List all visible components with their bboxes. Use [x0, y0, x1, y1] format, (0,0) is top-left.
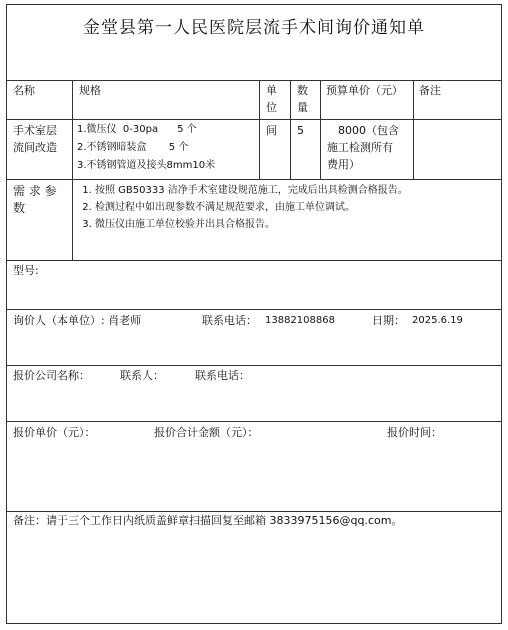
header-qty-2: 量	[297, 101, 308, 114]
row-name-1: 手术室层	[13, 124, 57, 137]
quote-total-label: 报价合计金额（元）：	[154, 426, 259, 439]
row-price-3: 费用）	[327, 158, 360, 171]
divider	[72, 179, 73, 260]
divider	[320, 80, 321, 179]
requirement-item: 3. 微压仪由施工单位校验并出具合格报告。	[95, 216, 497, 233]
row-unit: 间	[266, 124, 277, 137]
requirement-item: 2. 检测过程中如出现参数不满足规范要求，由施工单位调试。	[95, 199, 497, 216]
quote-unit-price-label: 报价单价（元）：	[13, 426, 96, 439]
header-unit-1: 单	[266, 84, 277, 97]
row-price-2: 施工检测所有	[327, 141, 393, 154]
requirements-list	[77, 182, 497, 233]
header-spec: 规格	[79, 84, 101, 97]
divider	[7, 309, 501, 310]
row-spec-1: 1.微压仪 0-30pa 5 个	[77, 124, 197, 135]
divider	[259, 80, 260, 179]
divider	[7, 80, 501, 81]
header-unit-2: 位	[266, 101, 277, 114]
inquirer-phone: 13882108868	[265, 315, 335, 326]
model-label: 型号:	[13, 264, 39, 277]
divider	[7, 365, 501, 366]
inquirer-phone-label: 联系电话：	[202, 314, 257, 327]
requirement-item: 1. 按照 GB50333 洁净手术室建设规范施工，完成后出具检测合格报告。	[95, 182, 497, 199]
inquirer-date: 2025.6.19	[412, 315, 463, 326]
inquirer-label: 询价人（本单位）: 肖老师	[13, 314, 142, 327]
inquiry-form	[6, 4, 502, 624]
divider	[7, 119, 501, 120]
inquirer-date-label: 日期：	[372, 314, 405, 327]
header-note: 备注	[419, 84, 441, 97]
quote-phone-label: 联系电话：	[195, 369, 250, 382]
header-price: 预算单价（元）	[326, 84, 403, 97]
row-qty: 5	[297, 124, 304, 137]
row-spec-3: 3.不锈钢管道及接头8mm10米	[77, 160, 216, 171]
header-name: 名称	[13, 84, 35, 97]
remark: 备注：请于三个工作日内纸质盖鲜章扫描回复至邮箱 3833975156@qq.com。	[13, 514, 403, 527]
divider	[7, 421, 501, 422]
requirements-label-1: 需 求 参	[13, 184, 57, 198]
quote-company-label: 报价公司名称：	[13, 369, 90, 382]
row-name-2: 流间改造	[13, 141, 57, 154]
divider	[7, 511, 501, 512]
divider	[413, 80, 414, 179]
divider	[7, 179, 501, 180]
row-spec-2: 2.不锈钢暗装盒 5 个	[77, 142, 189, 153]
divider	[72, 80, 73, 179]
header-qty-1: 数	[297, 84, 308, 97]
quote-time-label: 报价时间：	[387, 426, 442, 439]
page-title: 金堂县第一人民医院层流手术间询价通知单	[83, 18, 425, 38]
divider	[7, 260, 501, 261]
quote-contact-label: 联系人：	[120, 369, 164, 382]
row-price-1: 8000（包含	[338, 124, 399, 137]
divider	[290, 80, 291, 179]
requirements-label-2: 数	[13, 201, 26, 215]
